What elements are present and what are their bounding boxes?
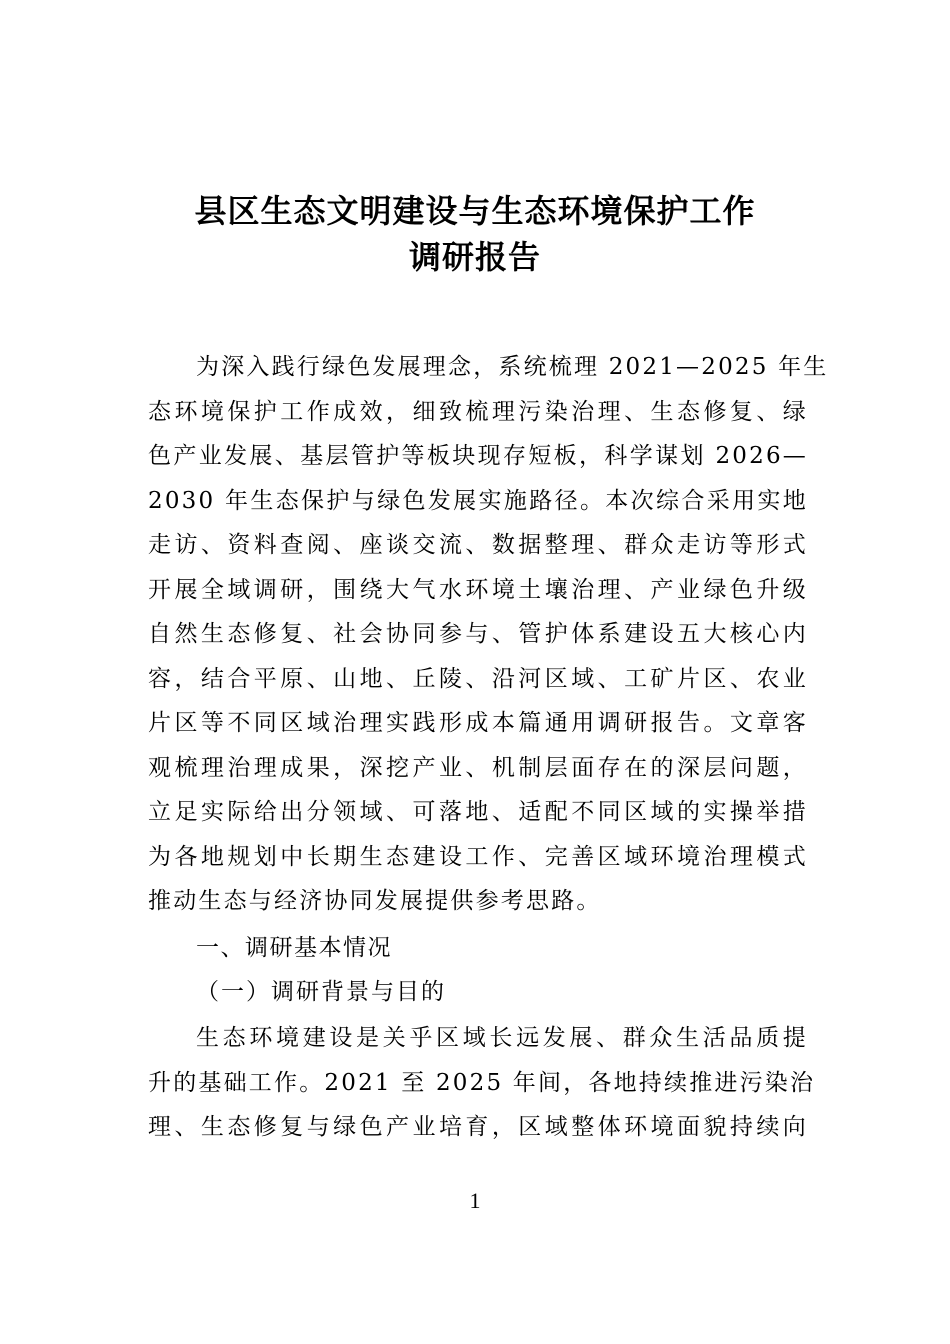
section-line: 升的基础工作。2021 至 2025 年间，各地持续推进污染治	[148, 1069, 816, 1096]
intro-line: 为深入践行绿色发展理念，系统梳理 2021—2025 年生	[196, 354, 829, 380]
intro-paragraph	[148, 345, 829, 924]
section-paragraph	[148, 1016, 816, 1150]
intro-line: 色产业发展、基层管护等板块现存短板，科学谋划 2026—	[148, 443, 808, 469]
intro-line: 2030 年生态保护与绿色发展实施路径。本次综合采用实地	[148, 487, 808, 514]
section-line: 理、生态修复与绿色产业培育，区域整体环境面貌持续向	[148, 1114, 808, 1140]
intro-line: 立足实际给出分领域、可落地、适配不同区域的实操举措	[148, 799, 808, 825]
section-line: 生态环境建设是关乎区域长远发展、群众生活品质提	[196, 1025, 808, 1051]
intro-line: 开展全域调研，围绕大气水环境土壤治理、产业绿色升级	[148, 576, 808, 603]
intro-line: 为各地规划中长期生态建设工作、完善区域环境治理模式	[148, 843, 808, 870]
intro-line: 观梳理治理成果，深挖产业、机制层面存在的深层问题，	[148, 754, 808, 781]
document-title-line-1: 县区生态文明建设与生态环境保护工作	[194, 192, 756, 230]
subsection-heading: （一）调研背景与目的	[196, 979, 446, 1005]
intro-line: 容，结合平原、山地、丘陵、沿河区域、工矿片区、农业	[148, 665, 808, 692]
document-title-line-2: 调研报告	[408, 238, 541, 276]
intro-line: 推动生态与经济协同发展提供参考思路。	[148, 888, 602, 914]
intro-line: 自然生态修复、社会协同参与、管护体系建设五大核心内	[148, 621, 808, 647]
page-number: 1	[469, 1188, 481, 1213]
intro-line: 态环境保护工作成效，细致梳理污染治理、生态修复、绿	[148, 398, 808, 425]
intro-line: 片区等不同区域治理实践形成本篇通用调研报告。文章客	[148, 710, 808, 736]
intro-line: 走访、资料查阅、座谈交流、数据整理、群众走访等形式	[148, 532, 808, 558]
section-heading: 一、调研基本情况	[196, 935, 392, 961]
